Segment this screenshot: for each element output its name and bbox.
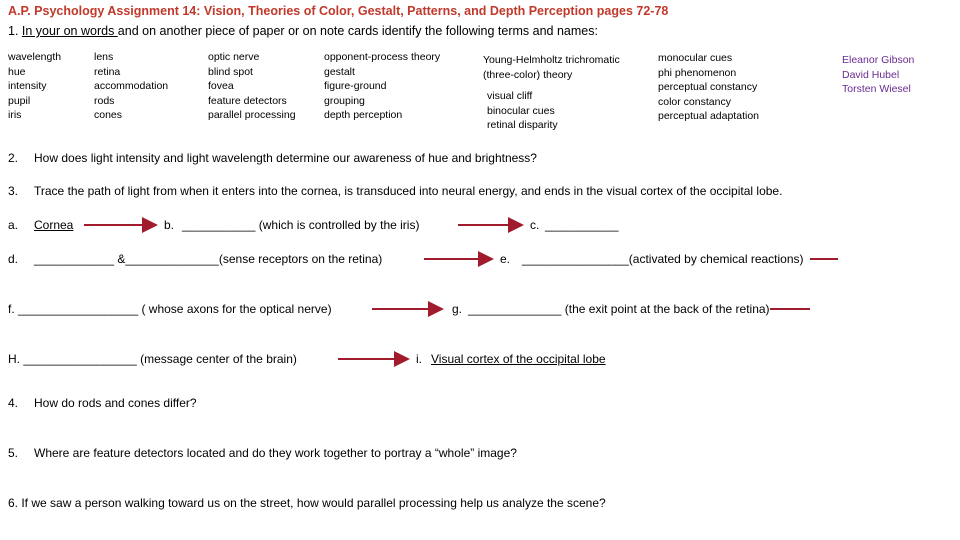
path-g-blank: ______________ (the exit point at the back of the retina) xyxy=(468,302,770,316)
term: Young-Helmholtz trichromatic xyxy=(483,54,620,66)
question-number: 4. xyxy=(8,396,19,410)
question-text: Where are feature detectors located and do they work together to portray a “whole” image? xyxy=(34,446,517,460)
term: pupil xyxy=(8,94,31,107)
question-text: How does light intensity and light wavelength determine our awareness of hue and brightness? xyxy=(34,151,537,165)
term: phi phenomenon xyxy=(658,66,737,79)
path-a-answer: Cornea xyxy=(34,218,74,232)
person-name: Eleanor Gibson xyxy=(842,54,915,66)
terms-column-3 xyxy=(208,50,296,123)
question-number: 3. xyxy=(8,184,19,198)
assignment-title: A.P. Psychology Assignment 14: Vision, Theories of Color, Gestalt, Patterns, and Depth Perception pages 72-78 xyxy=(8,4,669,18)
term: (three-color) theory xyxy=(483,68,573,81)
terms-column-1 xyxy=(8,50,61,123)
person-name: Torsten Wiesel xyxy=(842,83,911,95)
path-c-label: c. xyxy=(530,218,540,232)
path-c-blank: ___________ xyxy=(545,218,619,232)
term: fovea xyxy=(208,80,234,92)
terms-column-5a xyxy=(483,53,620,82)
path-g-label: g. xyxy=(452,302,463,316)
term: lens xyxy=(94,51,114,63)
term: gestalt xyxy=(324,65,355,78)
term: retinal disparity xyxy=(487,119,558,131)
terms-column-6 xyxy=(658,51,759,124)
path-b-label: b. xyxy=(164,218,175,232)
path-f-blank: f. __________________ ( whose axons for the optical nerve) xyxy=(8,302,332,316)
path-a-label: a. xyxy=(8,218,19,232)
terms-column-5b xyxy=(487,89,558,133)
term: color constancy xyxy=(658,95,731,108)
term: binocular cues xyxy=(487,104,555,117)
path-e-blank: ________________(activated by chemical reactions) xyxy=(522,252,804,266)
term: optic nerve xyxy=(208,51,260,63)
term: grouping xyxy=(324,94,365,107)
term: intensity xyxy=(8,80,47,92)
instruction-line xyxy=(8,24,598,38)
path-d-blank: ____________ &______________(sense receptors on the retina) xyxy=(34,252,383,266)
question-text: Trace the path of light from when it enters into the cornea, is transduced into neural energy, and ends in the visual cortex of the occipital lobe. xyxy=(34,184,783,198)
term: iris xyxy=(8,109,22,121)
term: rods xyxy=(94,94,115,107)
term: depth perception xyxy=(324,109,403,121)
term: cones xyxy=(94,109,123,121)
person-name: David Hubel xyxy=(842,68,900,81)
question-text: How do rods and cones differ? xyxy=(34,396,197,410)
term: perceptual adaptation xyxy=(658,110,759,122)
term: blind spot xyxy=(208,65,253,78)
path-b-blank: ___________ (which is controlled by the iris) xyxy=(182,218,420,232)
path-e-label: e. xyxy=(500,252,511,266)
instruction-rest: and on another piece of paper or on note cards identify the following terms and names: xyxy=(117,24,598,38)
path-i-answer: Visual cortex of the occipital lobe xyxy=(431,352,606,366)
instruction-underlined: In your on words xyxy=(21,24,118,38)
term: opponent-process theory xyxy=(324,51,441,63)
path-d-label: d. xyxy=(8,252,19,266)
instruction-prefix: 1. xyxy=(8,24,22,38)
term: wavelength xyxy=(8,51,62,63)
term: retina xyxy=(94,65,121,78)
question-number: 2. xyxy=(8,151,19,165)
term: hue xyxy=(8,65,26,78)
term: visual cliff xyxy=(487,90,533,102)
term: perceptual constancy xyxy=(658,81,758,93)
people-column xyxy=(842,53,914,97)
terms-column-4 xyxy=(324,50,440,123)
term: parallel processing xyxy=(208,109,296,121)
term: feature detectors xyxy=(208,94,287,107)
term: figure-ground xyxy=(324,80,387,92)
path-i-label: i. xyxy=(416,352,422,366)
term: monocular cues xyxy=(658,52,733,64)
path-h-blank: H. _________________ (message center of the brain) xyxy=(8,352,297,366)
term: accommodation xyxy=(94,80,169,92)
terms-column-2 xyxy=(94,50,168,123)
question-6: 6. If we saw a person walking toward us on the street, how would parallel processing help us analyze the scene? xyxy=(8,496,606,510)
question-number: 5. xyxy=(8,446,19,460)
